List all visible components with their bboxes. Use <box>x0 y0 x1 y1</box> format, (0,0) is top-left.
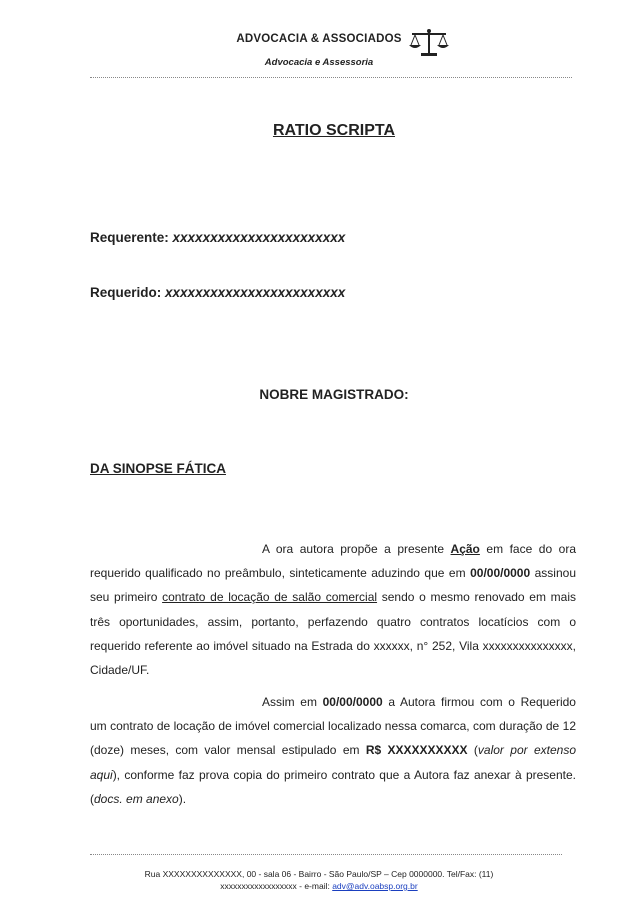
footer-divider <box>90 854 562 855</box>
acao-term: Ação <box>450 542 480 556</box>
requerido-label: Requerido: <box>90 285 162 300</box>
contract-date: 00/00/0000 <box>470 566 531 581</box>
footer-address: Rua XXXXXXXXXXXXXX, 00 - sala 06 - Bairro - São Paulo/SP – Cep 0000000. Tel/Fax: (11) <box>144 869 494 879</box>
firm-subtitle: Advocacia e Assessoria <box>264 57 374 68</box>
footer-email-link[interactable]: adv@adv.oabsp.org.br <box>332 881 418 891</box>
header-divider <box>90 77 572 78</box>
section-heading: DA SINOPSE FÁTICA <box>90 461 227 476</box>
firm-name: ADVOCACIA & ASSOCIADOS <box>236 33 402 45</box>
requerido-line <box>90 285 345 300</box>
requerente-line <box>90 230 345 245</box>
document-title: RATIO SCRIPTA <box>272 122 396 139</box>
docs-reference: docs. em anexo <box>94 791 179 806</box>
requerido-value: xxxxxxxxxxxxxxxxxxxxxxxx <box>165 285 346 300</box>
footer-contact-prefix: xxxxxxxxxxxxxxxxxx - e-mail: <box>220 881 333 891</box>
agreement-date: 00/00/0000 <box>322 695 383 709</box>
paragraph-2: Assim em 00/00/0000 a Autora firmou com o Requerido um contrato de locação de imóvel comercial localizado nessa comarca, com duração de 12 (doze) meses, com valor mensal estipulado em R$ XXXXXXXXXX (valor por extenso aqui), conforme faz prova copia do primeiro contrato que a Autora faz anexar à presente. (docs. em anexo). <box>90 695 576 806</box>
footer-contact <box>0 881 638 891</box>
paragraph-1: A ora autora propõe a presente Ação em face do ora requerido qualificado no preâmbulo, sinteticamente aduzindo que em 00/00/0000 assinou seu primeiro contrato de locação de salão comercial sendo o mesmo renovado em mais três oportunidades, assim, portanto, perfazendo quatro contratos locatícios com o requerido referente ao imóvel situado na Estrada do xxxxxx, n° 252, Vila xxxxxxxxxxxxxxx, Cidade/UF. <box>90 542 576 678</box>
rent-amount: R$ XXXXXXXXXX <box>365 743 468 758</box>
amount-in-words: valor por extenso aqui <box>90 743 576 782</box>
contract-type: contrato de locação de salão comercial <box>162 590 378 605</box>
greeting: NOBRE MAGISTRADO: <box>259 387 409 402</box>
requerente-value: xxxxxxxxxxxxxxxxxxxxxxx <box>172 230 346 245</box>
scales-of-justice-icon <box>408 28 450 58</box>
requerente-label: Requerente: <box>90 230 169 245</box>
